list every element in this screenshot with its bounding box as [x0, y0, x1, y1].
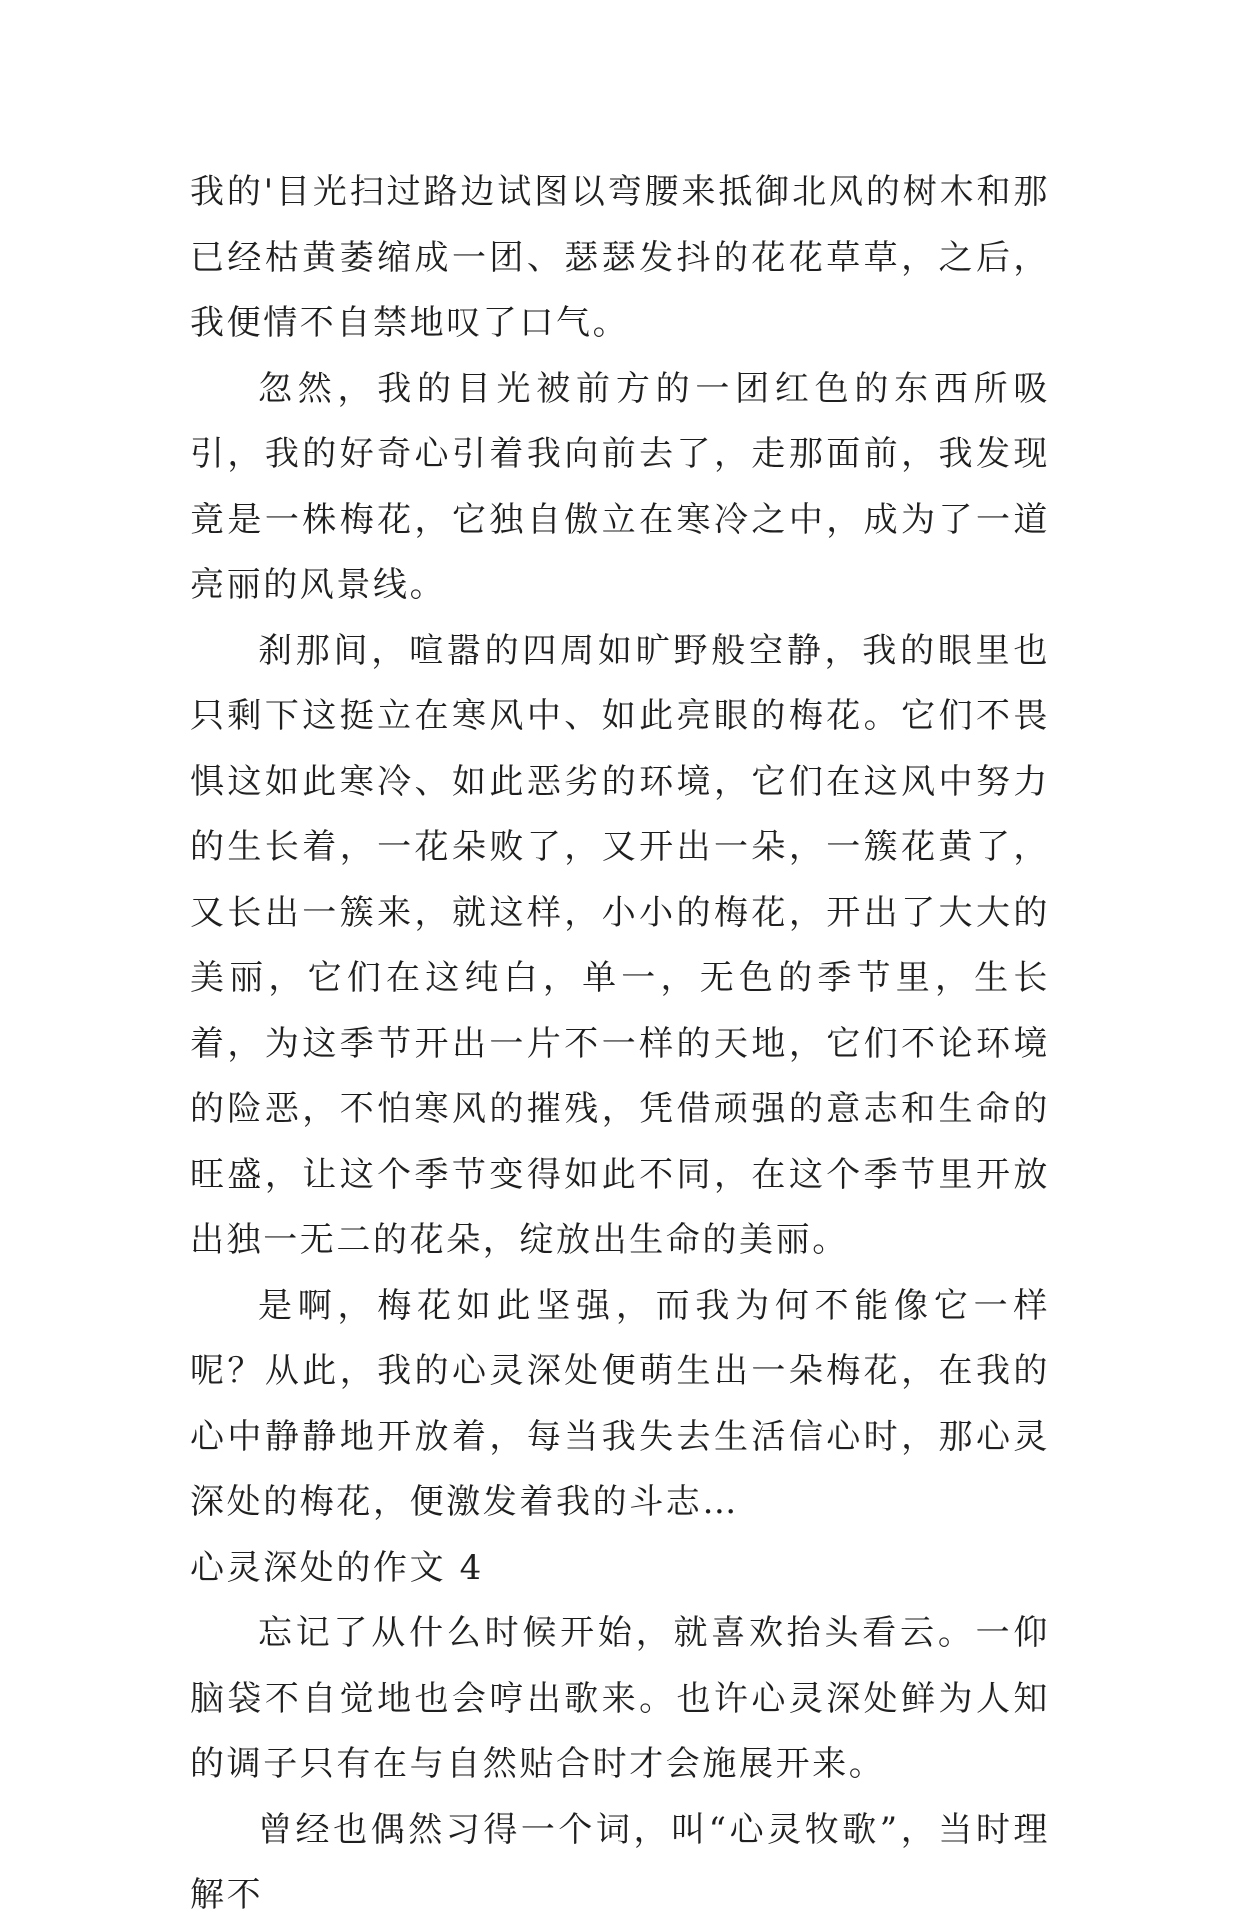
- section-heading: 心灵深处的作文 4: [190, 1547, 484, 1588]
- paragraph: 刹那间，喧嚣的四周如旷野般空静，我的眼里也只剩下这挺立在寒风中、如此亮眼的梅花。它们不畏惧这如此寒冷、如此恶劣的环境，它们在这风中努力的生长着，一花朵败了，又开出一朵，一簇花黄了，又长出一簇来，就这样，小小的梅花，开出了大大的美丽，它们在这纯白，单一，无色的季节里，生长着，为这季节开出一片不一样的天地，它们不论环境的险恶，不怕寒风的摧残，凭借顽强的意志和生命的旺盛，让这个季节变得如此不同，在这个季节里开放出独一无二的花朵，绽放出生命的美丽。: [190, 630, 1050, 1260]
- paragraph-continuation: 我的'目光扫过路边试图以弯腰来抵御北风的树木和那已经枯黄萎缩成一团、瑟瑟发抖的花花草草，之后，我便情不自禁地叹了口气。: [190, 172, 1050, 343]
- paragraph: 是啊，梅花如此坚强，而我为何不能像它一样呢？从此，我的心灵深处便萌生出一朵梅花，在我的心中静静地开放着，每当我失去生活信心时，那心灵深处的梅花，便激发着我的斗志…: [190, 1285, 1050, 1522]
- paragraph: 曾经也偶然习得一个词，叫“心灵牧歌”，当时理解不: [190, 1809, 1050, 1915]
- document-body: [190, 160, 1050, 1929]
- paragraph: 忽然，我的目光被前方的一团红色的东西所吸引，我的好奇心引着我向前去了，走那面前，我发现竟是一株梅花，它独自傲立在寒冷之中，成为了一道亮丽的风景线。: [190, 368, 1050, 605]
- paragraph: 忘记了从什么时候开始，就喜欢抬头看云。一仰脑袋不自觉地也会哼出歌来。也许心灵深处鲜为人知的调子只有在与自然贴合时才会施展开来。: [190, 1613, 1050, 1784]
